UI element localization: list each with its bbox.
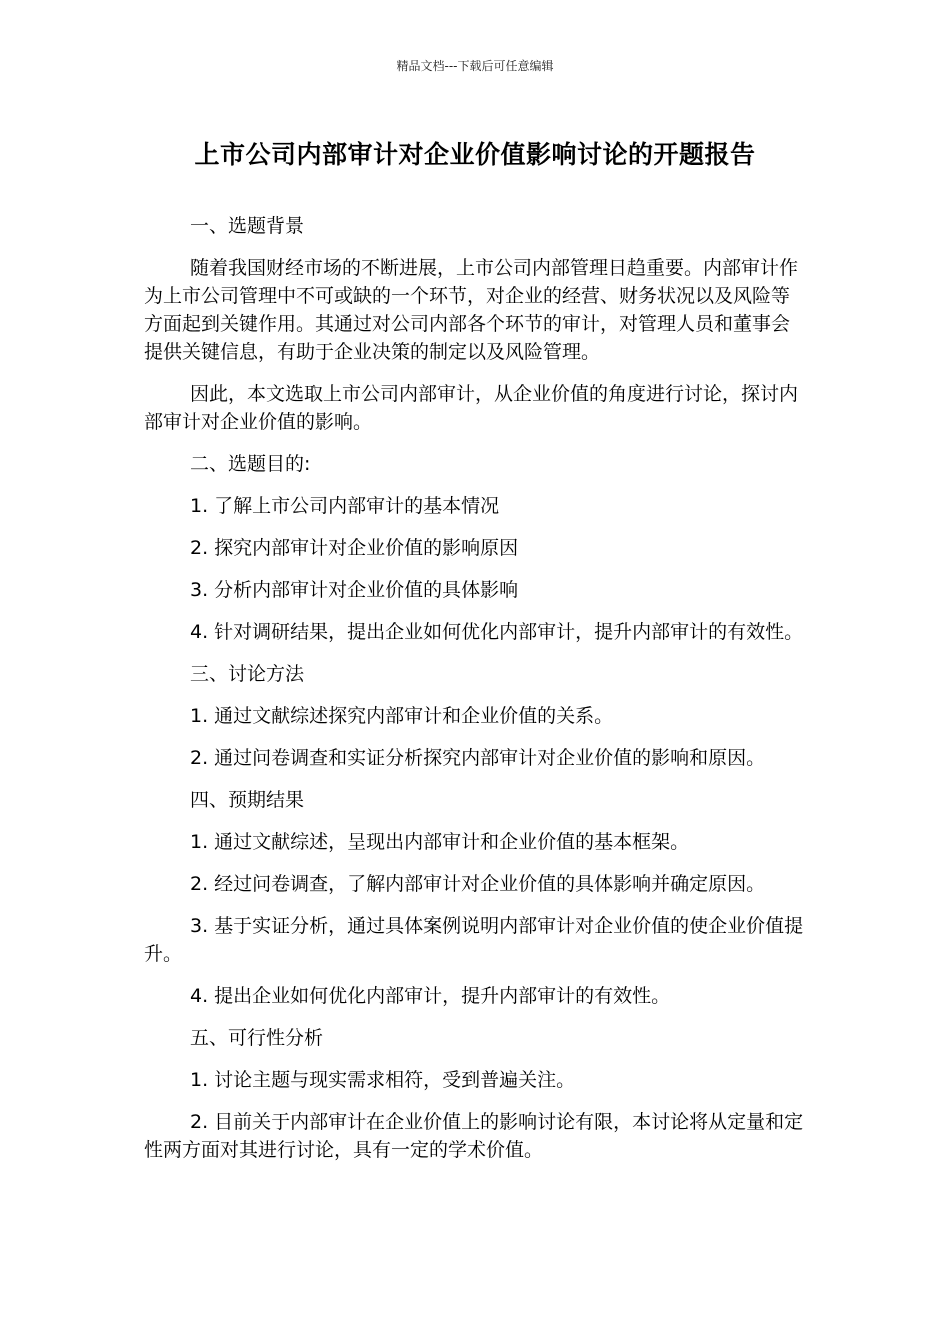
purpose-item: 2. 探究内部审计对企业价值的影响原因: [190, 537, 519, 559]
expected-result-item: 2. 经过问卷调查，了解内部审计对企业价值的具体影响并确定原因。: [190, 873, 766, 895]
document-title: 上市公司内部审计对企业价值影响讨论的开题报告: [194, 140, 756, 169]
page-header: 精品文档---下载后可任意编辑: [396, 59, 554, 73]
paragraph-topic-choice: 因此，本文选取上市公司内部审计，从企业价值的角度进行讨论，探讨内部审计对企业价值的影响。: [144, 383, 799, 433]
expected-result-item: 4. 提出企业如何优化内部审计，提升内部审计的有效性。: [190, 985, 671, 1007]
expected-result-item: 3. 基于实证分析，通过具体案例说明内部审计对企业价值的使企业价值提升。: [144, 915, 804, 965]
purpose-item: 3. 分析内部审计对企业价值的具体影响: [190, 579, 519, 601]
section-heading-purpose: 二、选题目的:: [190, 453, 311, 475]
paragraph-background: 随着我国财经市场的不断进展，上市公司内部管理日趋重要。内部审计作为上市公司管理中不可或缺的一个环节，对企业的经营、财务状况以及风险等方面起到关键作用。其通过对公司内部各个环节的审计，对管理人员和董事会提供关键信息，有助于企业决策的制定以及风险管理。: [144, 257, 799, 363]
expected-result-item: 1. 通过文献综述，呈现出内部审计和企业价值的基本框架。: [190, 831, 690, 853]
section-heading-expected-results: 四、预期结果: [190, 789, 305, 811]
feasibility-item: 2. 目前关于内部审计在企业价值上的影响讨论有限，本讨论将从定量和定性两方面对其进行讨论，具有一定的学术价值。: [144, 1111, 804, 1161]
method-item: 2. 通过问卷调查和实证分析探究内部审计对企业价值的影响和原因。: [190, 747, 766, 769]
document-body: [144, 212, 808, 1178]
section-heading-method: 三、讨论方法: [190, 663, 305, 685]
feasibility-item: 1. 讨论主题与现实需求相符，受到普遍关注。: [190, 1069, 576, 1091]
method-item: 1. 通过文献综述探究内部审计和企业价值的关系。: [190, 705, 614, 727]
purpose-item: 1. 了解上市公司内部审计的基本情况: [190, 495, 500, 517]
section-heading-background: 一、选题背景: [190, 215, 305, 237]
purpose-item: 4. 针对调研结果，提出企业如何优化内部审计，提升内部审计的有效性。: [190, 621, 804, 643]
section-heading-feasibility: 五、可行性分析: [190, 1027, 324, 1049]
